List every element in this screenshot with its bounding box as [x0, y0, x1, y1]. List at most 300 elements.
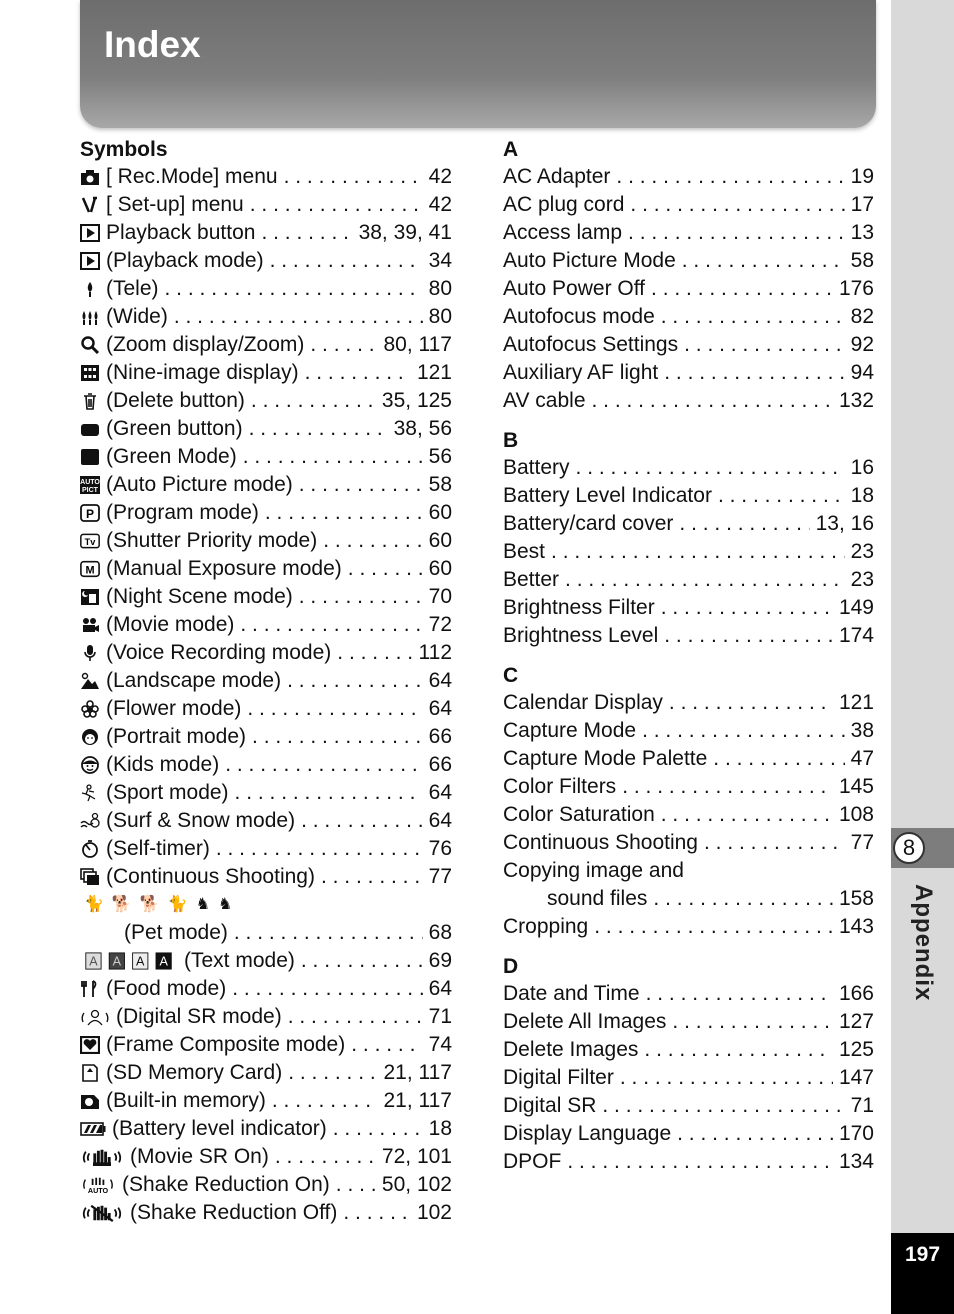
tv-icon — [80, 532, 106, 550]
index-entry[interactable] — [503, 331, 874, 359]
entry-text: (Program mode) — [106, 501, 259, 524]
svg-text:A: A — [112, 954, 122, 969]
movie-icon — [80, 616, 106, 634]
leader-dots — [272, 1087, 378, 1115]
entry-text: (Wide) — [106, 305, 168, 328]
entry-text: (Digital SR mode) — [116, 1005, 282, 1028]
entry-text: [ Rec.Mode] menu — [106, 165, 278, 188]
chapter-marker — [891, 828, 954, 868]
section-gap — [503, 415, 874, 427]
entry-pages[interactable]: 18 — [428, 1117, 452, 1140]
index-entry[interactable] — [503, 454, 874, 482]
entry-pages[interactable]: 127 — [838, 1010, 874, 1033]
entry-text: Date and Time — [503, 982, 640, 1005]
index-entry[interactable] — [80, 723, 452, 751]
entry-text: AC plug cord — [503, 193, 625, 216]
section-gap — [503, 941, 874, 953]
entry-pages[interactable]: 166 — [838, 982, 874, 1005]
entry-text: sound files — [547, 887, 648, 910]
index-entry[interactable] — [503, 387, 874, 415]
entry-text: Continuous Shooting — [503, 831, 698, 854]
entry-pages[interactable]: 76 — [428, 837, 452, 860]
index-left-column — [80, 136, 452, 1227]
shake-on-icon — [80, 1176, 122, 1194]
index-entry[interactable] — [503, 689, 874, 717]
index-right-column — [503, 136, 874, 1176]
entry-text: Best — [503, 540, 546, 563]
entry-text: (Green Mode) — [106, 445, 237, 468]
leader-dots — [661, 801, 833, 829]
entry-pages[interactable]: 35, 125 — [381, 389, 452, 412]
leader-dots — [261, 219, 352, 247]
entry-text: [ Set-up] menu — [106, 193, 244, 216]
index-entry[interactable] — [503, 773, 874, 801]
leader-dots — [565, 566, 845, 594]
wide-icon — [80, 308, 106, 326]
entry-pages[interactable]: 121 — [838, 691, 874, 714]
index-entry[interactable] — [80, 555, 452, 583]
index-entry[interactable] — [503, 857, 874, 885]
svg-text:A: A — [159, 954, 168, 969]
entry-pages[interactable]: 16 — [850, 456, 874, 479]
entry-text: (Surf & Snow mode) — [106, 809, 296, 832]
page-title: Index — [104, 24, 201, 65]
leader-dots — [225, 751, 422, 779]
index-entry[interactable] — [80, 779, 452, 807]
surf-icon — [80, 812, 106, 830]
leader-dots — [284, 163, 423, 191]
entry-pages[interactable]: 17 — [850, 193, 874, 216]
index-entry[interactable] — [80, 1087, 452, 1115]
svg-text:PICT: PICT — [82, 487, 98, 494]
index-entry[interactable] — [503, 829, 874, 857]
leader-dots — [165, 275, 423, 303]
index-entry[interactable] — [80, 527, 452, 555]
shake-off-icon — [80, 1204, 130, 1222]
section-gap — [503, 650, 874, 662]
entry-text: (Shake Reduction On) — [122, 1173, 330, 1196]
entry-pages[interactable]: 125 — [838, 1038, 874, 1061]
leader-dots — [247, 695, 422, 723]
svg-text:Tv: Tv — [84, 537, 96, 548]
entry-pages[interactable]: 72, 101 — [381, 1145, 452, 1168]
index-entry[interactable] — [503, 566, 874, 594]
entry-pages[interactable]: 94 — [850, 361, 874, 384]
entry-pages[interactable]: 13, 16 — [815, 512, 874, 535]
flower-icon — [80, 700, 106, 718]
index-entry[interactable] — [503, 247, 874, 275]
battery-icon — [80, 1120, 112, 1138]
index-entry[interactable] — [80, 499, 452, 527]
leader-dots — [232, 975, 422, 1003]
entry-text: (Flower mode) — [106, 697, 242, 720]
leader-dots — [664, 622, 833, 650]
index-entry[interactable] — [503, 510, 874, 538]
entry-pages[interactable]: 60 — [428, 529, 452, 552]
entry-pages[interactable]: 102 — [416, 1201, 452, 1224]
svg-text:A: A — [89, 954, 98, 969]
index-entry[interactable] — [80, 807, 452, 835]
entry-pages[interactable]: 71 — [428, 1005, 452, 1028]
index-entry[interactable] — [80, 191, 452, 219]
entry-pages[interactable]: 92 — [850, 333, 874, 356]
pet-icons-row — [80, 891, 452, 919]
continuous-icon — [80, 868, 106, 886]
text-mode-icon — [80, 952, 184, 970]
leader-dots — [679, 510, 809, 538]
leader-dots — [351, 1031, 422, 1059]
entry-pages[interactable]: 58 — [428, 473, 452, 496]
entry-text: (Frame Composite mode) — [106, 1033, 346, 1056]
entry-text: Digital SR — [503, 1094, 597, 1117]
leader-dots — [651, 275, 833, 303]
index-entry[interactable] — [503, 191, 874, 219]
leader-dots — [301, 947, 423, 975]
entry-text: Capture Mode — [503, 719, 637, 742]
entry-text: Cropping — [503, 915, 589, 938]
entry-pages[interactable]: 80 — [428, 305, 452, 328]
entry-pages[interactable]: 21, 117 — [383, 1061, 452, 1084]
symbol-entries — [80, 163, 452, 891]
entry-pages[interactable]: 121 — [416, 361, 452, 384]
index-entry[interactable] — [80, 1059, 452, 1087]
leader-dots — [305, 359, 411, 387]
leader-dots — [682, 247, 845, 275]
entry-pages[interactable]: 77 — [850, 831, 874, 854]
index-entry[interactable] — [503, 1064, 874, 1092]
camera-icon — [80, 168, 106, 186]
index-entry[interactable] — [503, 163, 874, 191]
entry-text: Calendar Display — [503, 691, 663, 714]
leader-dots — [348, 555, 423, 583]
index-entry[interactable] — [80, 303, 452, 331]
entry-pages[interactable]: 149 — [838, 596, 874, 619]
leader-dots — [704, 829, 845, 857]
entry-pages[interactable]: 18 — [850, 484, 874, 507]
play-icon — [80, 224, 106, 242]
index-entry[interactable] — [503, 1036, 874, 1064]
entry-text: (Continuous Shooting) — [106, 865, 315, 888]
entry-pages[interactable]: 42 — [428, 165, 452, 188]
index-entry[interactable] — [503, 359, 874, 387]
entry-pages[interactable]: 21, 117 — [383, 1089, 452, 1112]
index-entry[interactable] — [503, 594, 874, 622]
entry-pages[interactable]: 58 — [850, 249, 874, 272]
leader-dots — [664, 359, 844, 387]
index-entry[interactable] — [80, 359, 452, 387]
portrait-icon — [80, 728, 106, 746]
entry-text: (Text mode) — [184, 949, 295, 972]
index-entry[interactable] — [80, 863, 452, 891]
entry-pages[interactable]: 13 — [850, 221, 874, 244]
index-entry[interactable] — [80, 1115, 452, 1143]
section-letter: A — [503, 138, 519, 161]
index-entry[interactable] — [80, 583, 452, 611]
entry-pages[interactable]: 72 — [428, 613, 452, 636]
index-entry[interactable] — [80, 1171, 452, 1199]
entry-text: (Landscape mode) — [106, 669, 282, 692]
leader-dots — [713, 745, 844, 773]
leader-dots — [235, 779, 423, 807]
leader-dots — [288, 1003, 423, 1031]
entry-text: Digital Filter — [503, 1066, 614, 1089]
entry-pages[interactable]: 64 — [428, 669, 452, 692]
page-number: 197 — [904, 1243, 941, 1266]
index-entry[interactable] — [503, 885, 874, 913]
leader-dots — [661, 303, 845, 331]
entry-pages[interactable]: 145 — [838, 775, 874, 798]
entry-pages[interactable]: 77 — [428, 865, 452, 888]
index-entry[interactable] — [80, 947, 452, 975]
entry-text: Autofocus mode — [503, 305, 655, 328]
leader-dots — [642, 717, 845, 745]
memory-icon — [80, 1092, 106, 1110]
entry-text: (Voice Recording mode) — [106, 641, 332, 664]
index-entry[interactable] — [80, 611, 452, 639]
entry-pages[interactable]: 64 — [428, 977, 452, 1000]
entry-pages[interactable]: 108 — [838, 803, 874, 826]
index-entry[interactable] — [80, 667, 452, 695]
zoom-icon — [80, 336, 106, 354]
leader-dots — [299, 471, 423, 499]
entry-pages[interactable]: 174 — [838, 624, 874, 647]
svg-text:AUTO: AUTO — [80, 479, 100, 486]
leader-dots — [288, 1059, 377, 1087]
leader-dots — [669, 689, 833, 717]
entry-pages[interactable]: 23 — [850, 540, 874, 563]
leader-dots — [343, 1199, 411, 1227]
index-entry[interactable] — [503, 1148, 874, 1176]
entry-pages[interactable]: 56 — [428, 445, 452, 468]
entry-text: (Pet mode) — [124, 921, 228, 944]
entry-text: AV cable — [503, 389, 586, 412]
leader-dots — [628, 219, 845, 247]
entry-text: Battery — [503, 456, 570, 479]
index-entry[interactable] — [80, 639, 452, 667]
chapter-number: 8 — [893, 832, 925, 864]
play-icon — [80, 252, 106, 270]
leader-dots — [252, 723, 423, 751]
leader-dots — [250, 191, 423, 219]
kids-icon — [80, 756, 106, 774]
entry-text: (Portrait mode) — [106, 725, 247, 748]
leader-dots — [299, 583, 423, 611]
entry-text: (SD Memory Card) — [106, 1061, 283, 1084]
grid-icon — [80, 364, 106, 382]
wrench-icon — [80, 196, 106, 214]
leader-dots — [653, 885, 833, 913]
entry-text: (Tele) — [106, 277, 159, 300]
entry-pages[interactable]: 147 — [838, 1066, 874, 1089]
index-entry[interactable] — [80, 471, 452, 499]
svg-text:P: P — [85, 507, 95, 521]
leader-dots — [251, 387, 376, 415]
index-entry[interactable] — [503, 482, 874, 510]
leader-dots — [630, 191, 844, 219]
entry-text: (Battery level indicator) — [112, 1117, 327, 1140]
index-entry[interactable] — [80, 387, 452, 415]
index-entry[interactable] — [503, 219, 874, 247]
side-tab — [891, 0, 954, 1314]
pet-dog-icon: 🐕 — [111, 896, 140, 913]
green-button-icon — [80, 420, 106, 438]
leader-dots — [576, 454, 845, 482]
entry-text: (Sport mode) — [106, 781, 229, 804]
entry-pages[interactable]: 70 — [428, 585, 452, 608]
entry-pages[interactable]: 38, 56 — [393, 417, 452, 440]
entry-text: Copying image and — [503, 859, 684, 882]
tele-icon — [80, 280, 106, 298]
entry-text: Auto Picture Mode — [503, 249, 676, 272]
entry-pages[interactable]: 38 — [850, 719, 874, 742]
index-entry[interactable] — [503, 745, 874, 773]
leader-dots — [672, 1008, 833, 1036]
leader-dots — [646, 980, 833, 1008]
entry-pages[interactable]: 60 — [428, 557, 452, 580]
entry-text: (Shake Reduction Off) — [130, 1201, 338, 1224]
entry-text: Delete All Images — [503, 1010, 667, 1033]
leader-dots — [620, 1064, 833, 1092]
entry-pages[interactable]: 64 — [428, 809, 452, 832]
leader-dots — [249, 415, 388, 443]
entry-text: Capture Mode Palette — [503, 747, 708, 770]
index-entry[interactable] — [503, 980, 874, 1008]
index-entry[interactable] — [80, 695, 452, 723]
entry-text: (Built-in memory) — [106, 1089, 266, 1112]
entry-text: (Food mode) — [106, 977, 227, 1000]
index-entry[interactable] — [80, 1143, 452, 1171]
leader-dots — [216, 835, 423, 863]
index-entry[interactable] — [80, 1199, 452, 1227]
index-entry[interactable] — [503, 913, 874, 941]
entry-text: Autofocus Settings — [503, 333, 679, 356]
chapter-label: Appendix — [910, 884, 937, 1002]
index-entry[interactable] — [80, 835, 452, 863]
entry-text: Brightness Filter — [503, 596, 655, 619]
leader-dots — [661, 594, 833, 622]
mic-icon — [80, 644, 106, 662]
index-entry[interactable] — [80, 219, 452, 247]
entry-pages[interactable]: 69 — [428, 949, 452, 972]
entry-text: Battery/card cover — [503, 512, 674, 535]
entry-pages[interactable]: 23 — [850, 568, 874, 591]
index-entry[interactable] — [503, 622, 874, 650]
index-entry[interactable] — [503, 717, 874, 745]
entry-pages[interactable]: 64 — [428, 781, 452, 804]
entry-pages[interactable]: 176 — [838, 277, 874, 300]
symbols-heading: Symbols — [80, 138, 168, 161]
pet-cat-icon: 🐈 — [84, 896, 112, 913]
index-entry[interactable] — [503, 303, 874, 331]
entry-pages[interactable]: 38, 39, 41 — [358, 221, 452, 244]
entry-pages[interactable]: 71 — [850, 1094, 874, 1117]
index-entry[interactable] — [503, 801, 874, 829]
entry-pages[interactable]: 132 — [838, 389, 874, 412]
index-entry[interactable] — [503, 1092, 874, 1120]
entry-text: Auxiliary AF light — [503, 361, 659, 384]
entry-pages[interactable]: 170 — [838, 1122, 874, 1145]
food-icon — [80, 980, 106, 998]
entry-pages[interactable]: 19 — [850, 165, 874, 188]
leader-dots — [310, 331, 377, 359]
svg-text:M: M — [85, 564, 95, 577]
leader-dots — [622, 773, 833, 801]
index-entry[interactable] — [80, 415, 452, 443]
entry-pages[interactable]: 80 — [428, 277, 452, 300]
leader-dots — [551, 538, 845, 566]
entry-pages[interactable]: 42 — [428, 193, 452, 216]
index-entry[interactable] — [80, 975, 452, 1003]
trash-icon — [80, 392, 106, 410]
leader-dots — [567, 1148, 833, 1176]
svg-text:A: A — [136, 954, 145, 969]
section-letter: D — [503, 955, 519, 978]
night-icon — [80, 588, 106, 606]
index-entry-pet[interactable] — [80, 919, 452, 947]
index-entry[interactable] — [80, 1003, 452, 1031]
entry-pages[interactable]: 74 — [428, 1033, 452, 1056]
entry-text: (Delete button) — [106, 389, 245, 412]
entry-text: Playback button — [106, 221, 256, 244]
entry-text: (Self-timer) — [106, 837, 210, 860]
index-entry[interactable] — [80, 275, 452, 303]
entry-text: Brightness Level — [503, 624, 659, 647]
entry-pages[interactable]: 64 — [428, 697, 452, 720]
entry-pages[interactable]: 134 — [838, 1150, 874, 1173]
entry-pages[interactable]: 47 — [850, 747, 874, 770]
index-entry[interactable] — [80, 247, 452, 275]
index-entry[interactable] — [503, 1008, 874, 1036]
entry-pages[interactable]: 143 — [838, 915, 874, 938]
index-entry[interactable] — [80, 751, 452, 779]
index-entry[interactable] — [80, 443, 452, 471]
pet-dog-icon: 🐕 — [139, 896, 168, 913]
index-entry[interactable] — [503, 538, 874, 566]
index-entry[interactable] — [503, 275, 874, 303]
pet-dog-icon: ♞ — [195, 896, 219, 913]
entry-text: DPOF — [503, 1150, 562, 1173]
entry-pages[interactable]: 68 — [428, 921, 452, 944]
leader-dots — [677, 1120, 833, 1148]
entry-pages[interactable]: 112 — [418, 641, 452, 664]
sd-card-icon — [80, 1064, 106, 1082]
leader-dots — [270, 247, 423, 275]
entry-pages[interactable]: 50, 102 — [381, 1173, 452, 1196]
entry-text: Delete Images — [503, 1038, 639, 1061]
entry-text: Better — [503, 568, 560, 591]
index-entry[interactable] — [80, 331, 452, 359]
sport-icon — [80, 784, 106, 802]
entry-pages[interactable]: 80, 117 — [383, 333, 452, 356]
entry-pages[interactable]: 158 — [838, 887, 874, 910]
entry-text: (Nine-image display) — [106, 361, 299, 384]
leader-dots — [287, 667, 423, 695]
index-entry[interactable] — [503, 1120, 874, 1148]
timer-icon — [80, 840, 106, 858]
entry-pages[interactable]: 82 — [850, 305, 874, 328]
pet-dog-icon: ♞ — [218, 896, 241, 913]
leader-dots — [336, 1171, 376, 1199]
entry-pages[interactable]: 66 — [428, 753, 452, 776]
entry-pages[interactable]: 34 — [428, 249, 452, 272]
entry-pages[interactable]: 66 — [428, 725, 452, 748]
entry-pages[interactable]: 60 — [428, 501, 452, 524]
index-entry[interactable] — [80, 1031, 452, 1059]
leader-dots — [240, 611, 422, 639]
leader-dots — [592, 387, 833, 415]
index-entry[interactable] — [80, 163, 452, 191]
leader-dots — [174, 303, 423, 331]
